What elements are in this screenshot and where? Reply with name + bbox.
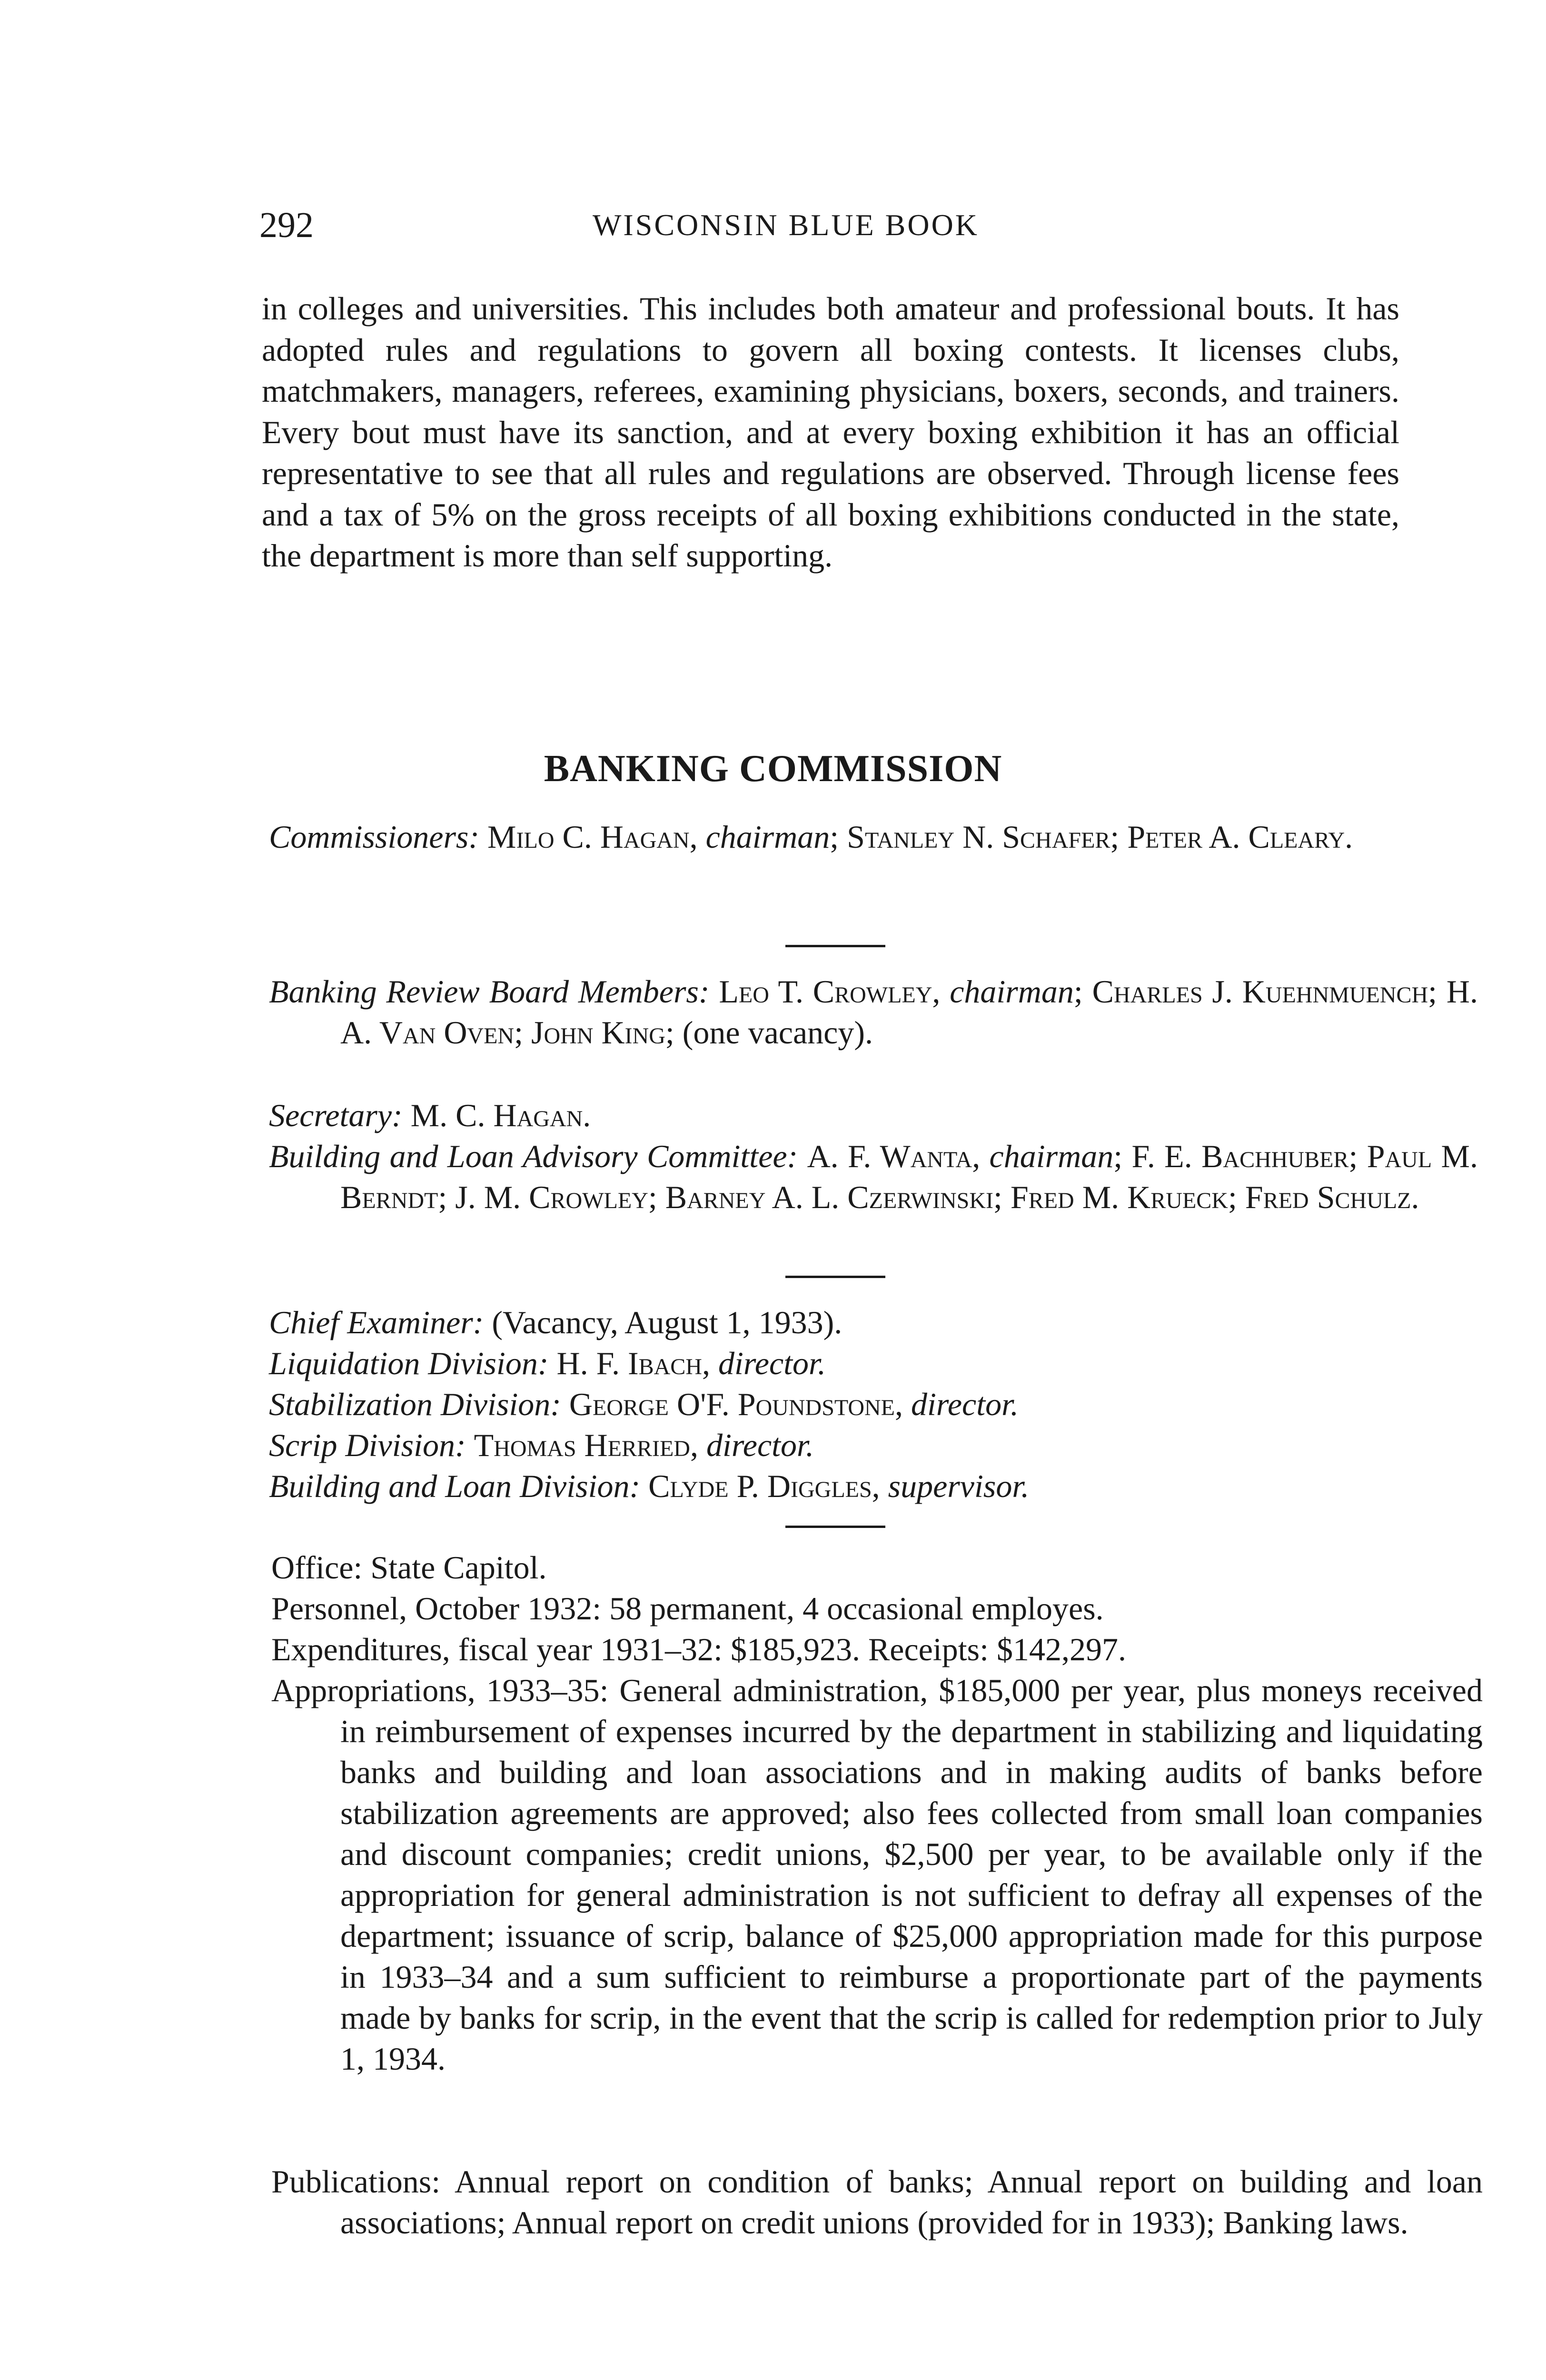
section-divider: [785, 945, 885, 947]
division-role: director.: [911, 1386, 1019, 1422]
appropriations-entry: [271, 1670, 1483, 2079]
office-entry: [271, 1547, 1483, 1588]
personnel-value: 58 permanent, 4 occasional employes.: [609, 1590, 1104, 1626]
vacancy-note: (one vacancy).: [682, 1014, 873, 1051]
member-name: Leo T. Crowley: [719, 973, 932, 1010]
commissioners-label: Commissioners:: [269, 819, 480, 855]
member-name: A. F. Wanta: [807, 1138, 972, 1174]
division-label: Stabilization Division:: [269, 1386, 561, 1422]
division-role: director.: [706, 1427, 814, 1463]
stabilization-division-entry: Stabilization Division: George O'F. Poundstone, director.: [269, 1386, 1019, 1422]
section-divider: [785, 1276, 885, 1278]
loan-committee-entry: Building and Loan Advisory Committee: A. F. Wanta, chairman; F. E. Bachhuber; Paul M. Berndt; J. M. Crowley; Barney A. L. Czerwinski; Fred M. Krueck; Fred Schulz.: [269, 1138, 1478, 1215]
member-role: chairman: [950, 973, 1074, 1010]
member-name: John King: [531, 1014, 665, 1051]
member-name: Fred Schulz.: [1245, 1179, 1419, 1215]
receipts-value: $142,297.: [997, 1631, 1126, 1667]
secretary-entry: [269, 1095, 1478, 1136]
division-label: Building and Loan Division:: [269, 1468, 641, 1504]
liquidation-division-entry: Liquidation Division: H. F. Ibach, director.: [269, 1345, 826, 1381]
building-loan-division-entry: Building and Loan Division: Clyde P. Diggles, supervisor.: [269, 1468, 1030, 1504]
publications-entry: [271, 2161, 1483, 2243]
personnel-entry: [271, 1588, 1483, 1629]
chief-examiner-entry: [269, 1302, 1478, 1343]
member-name: J. M. Crowley: [455, 1179, 648, 1215]
division-label: Liquidation Division:: [269, 1345, 549, 1381]
division-head: George O'F. Poundstone: [569, 1386, 895, 1422]
page-number: 292: [259, 205, 314, 245]
member-name: Paul M. Berndt: [340, 1138, 1478, 1215]
division-label: Chief Examiner:: [269, 1304, 484, 1340]
expenditures-entry: [271, 1629, 1483, 1670]
loan-committee-label: Building and Loan Advisory Committee:: [269, 1138, 798, 1174]
division-role: supervisor.: [888, 1468, 1030, 1504]
division-head: Clyde P. Diggles: [648, 1468, 872, 1504]
commissioner-role: chairman: [705, 819, 830, 855]
publications-value: Annual report on condition of banks; Annual report on building and loan associations; Annual report on credit unions (provided for in 1933); Banking laws.: [340, 2163, 1483, 2241]
commissioner-name: Stanley N. Schafer: [847, 819, 1110, 855]
secretary-label: Secretary:: [269, 1097, 403, 1133]
publications-label: Publications:: [271, 2163, 441, 2200]
commissioner-name: Milo C. Hagan: [487, 819, 690, 855]
member-name: Fred M. Krueck: [1010, 1179, 1228, 1215]
scrip-division-entry: Scrip Division: Thomas Herried, director.: [269, 1427, 814, 1463]
office-label: Office:: [271, 1549, 363, 1586]
division-role: director.: [718, 1345, 826, 1381]
member-name: Barney A. L. Czerwinski: [665, 1179, 993, 1215]
division-label: Scrip Division:: [269, 1427, 466, 1463]
secretary-name: M. C. Hagan.: [410, 1097, 591, 1133]
section-divider: [785, 1526, 885, 1528]
member-name: H. A. Van Oven: [340, 973, 1478, 1051]
commissioners-entry: Commissioners: Milo C. Hagan, chairman; Stanley N. Schafer; Peter A. Cleary.: [269, 819, 1353, 855]
appropriations-value: General administration, $185,000 per year, plus moneys received in reimbursement of expenses incurred by the department in stabilizing and liquidating banks and building and loan associations and in making audits of banks before stabilization agreements are approved; also fees collected from small loan companies and discount companies; credit unions, $2,500 per year, to be available only if the appropriation for general administration is not sufficient to defray all expenses of the department; issuance of scrip, balance of $25,000 appropriation made for this purpose in 1933–34 and a sum sufficient to reimburse a proportionate part of the payments made by banks for scrip, in the event that the scrip is called for redemption prior to July 1, 1934.: [340, 1672, 1483, 2077]
section-title: BANKING COMMISSION: [544, 748, 1002, 790]
office-value: State Capitol.: [370, 1549, 547, 1586]
division-note: (Vacancy, August 1, 1933).: [492, 1304, 842, 1340]
division-head: H. F. Ibach: [556, 1345, 702, 1381]
expenditures-value: $185,923.: [730, 1631, 860, 1667]
commissioner-name: Peter A. Cleary: [1127, 819, 1345, 855]
intro-paragraph: in colleges and universities. This includes both amateur and professional bouts. It has adopted rules and regulations to govern all boxing contests. It licenses clubs, matchmakers, managers, referees, examining physicians, boxers, seconds, and trainers. Every bout must have its sanction, and at every boxing exhibition it has an official representative to see that all rules and regulations are observed. Through license fees and a tax of 5% on the gross receipts of all boxing exhibitions conducted in the state, the department is more than self supporting.: [262, 290, 1399, 574]
personnel-label: Personnel, October 1932:: [271, 1590, 602, 1626]
expenditures-label: Expenditures, fiscal year 1931–32:: [271, 1631, 723, 1667]
division-head: Thomas Herried: [474, 1427, 690, 1463]
appropriations-label: Appropriations, 1933–35:: [271, 1672, 609, 1708]
member-role: chairman: [989, 1138, 1114, 1174]
book-title: WISCONSIN BLUE BOOK: [593, 208, 979, 242]
running-head: [259, 205, 1402, 252]
review-board-label: Banking Review Board Members:: [269, 973, 710, 1010]
receipts-label: Receipts:: [868, 1631, 989, 1667]
member-name: Charles J. Kuehnmuench: [1092, 973, 1428, 1010]
member-name: F. E. Bachhuber: [1131, 1138, 1349, 1174]
review-board-entry: Banking Review Board Members: Leo T. Crowley, chairman; Charles J. Kuehnmuench; H. A. Van Oven; John King; (one vacancy).: [269, 973, 1478, 1051]
